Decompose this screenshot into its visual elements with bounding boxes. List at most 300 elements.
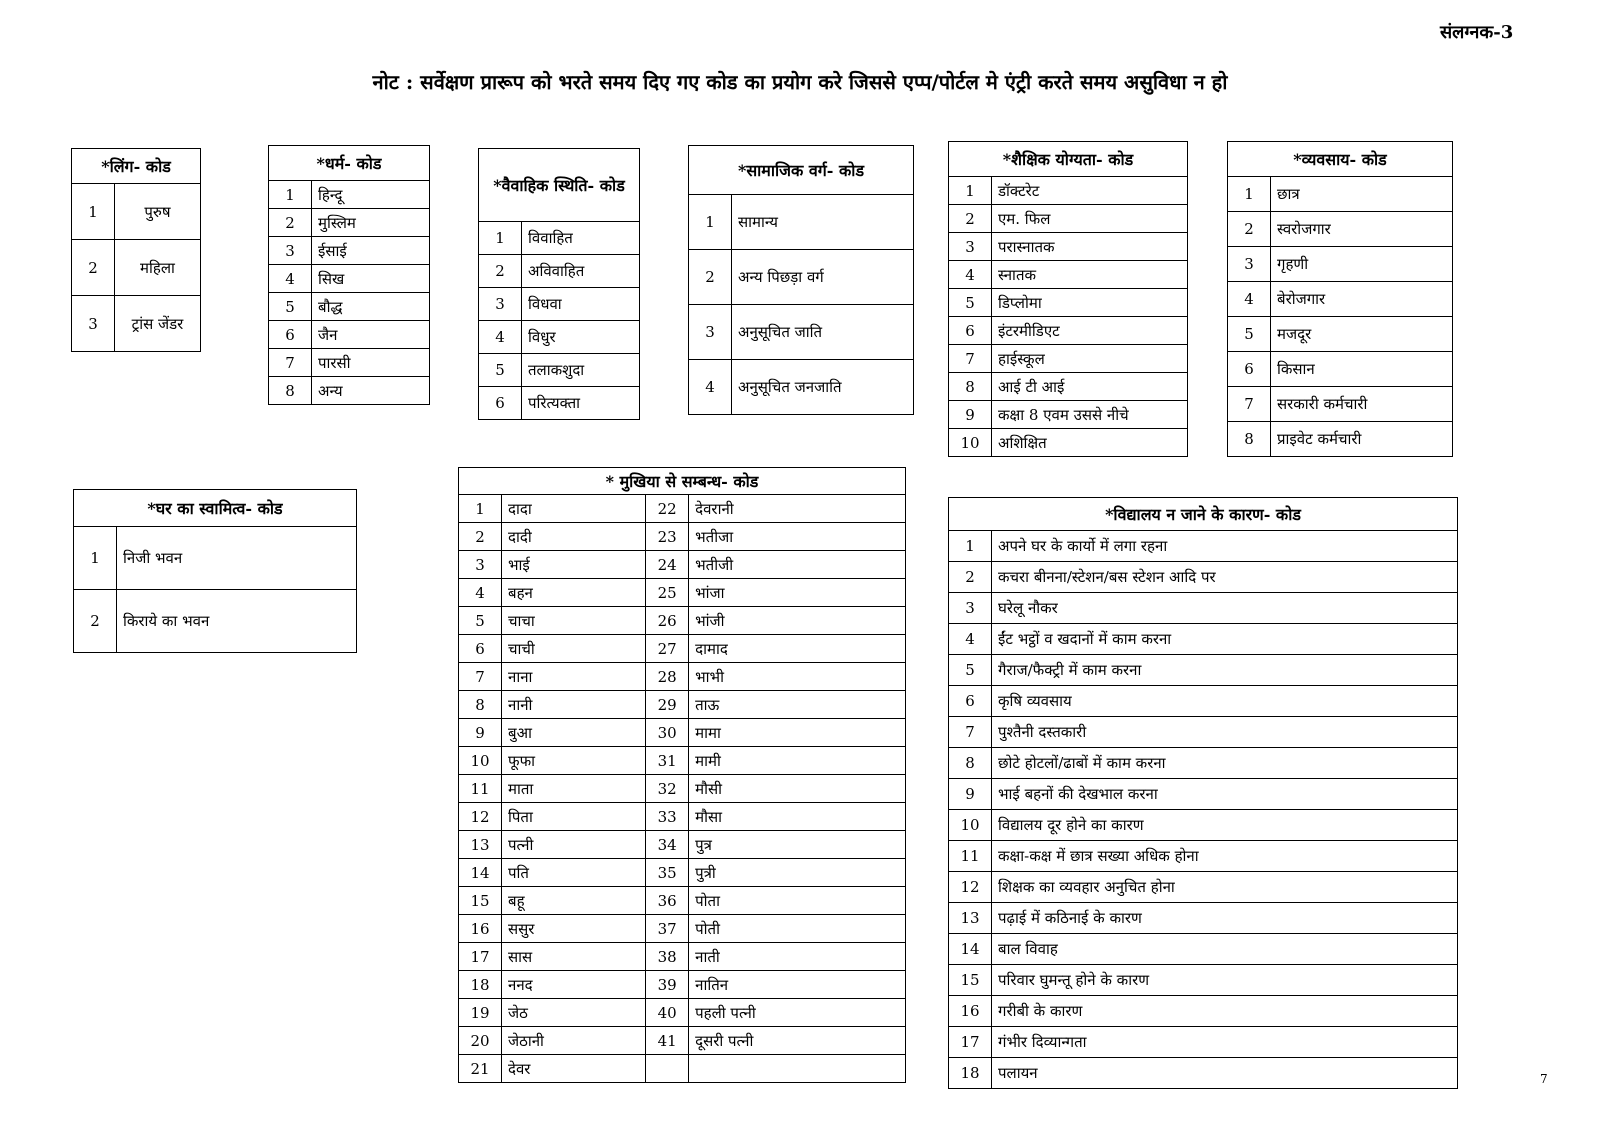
code-cell: 6 [949,686,992,717]
code-cell: 5 [459,607,502,635]
code-cell: 13 [459,831,502,859]
code-cell: 1 [1228,177,1271,212]
label-cell: बाल विवाह [992,934,1458,965]
code-cell: 39 [646,971,689,999]
table-row [479,354,640,387]
code-cell: 15 [949,965,992,996]
table-row [949,233,1188,261]
label-cell: सिख [312,265,430,293]
table-row [459,719,906,747]
code-cell: 17 [459,943,502,971]
label-cell: गृहणी [1271,247,1453,282]
table-row [269,349,430,377]
religion-code-table [268,145,430,405]
code-cell: 11 [459,775,502,803]
code-cell: 17 [949,1027,992,1058]
table-row [949,177,1188,205]
table-row [459,803,906,831]
education-code-table [948,141,1188,457]
table-row [459,579,906,607]
code-cell: 12 [459,803,502,831]
table-title: *धर्म- कोड [269,146,430,181]
label-cell: अविवाहित [522,255,640,288]
code-cell: 1 [949,177,992,205]
label-cell: ताऊ [689,691,906,719]
table-row [949,748,1458,779]
code-cell: 5 [479,354,522,387]
label-cell: कचरा बीनना/स्टेशन/बस स्टेशन आदि पर [992,562,1458,593]
table-row [74,527,357,590]
table-row [949,872,1458,903]
table-title: *सामाजिक वर्ग- कोड [689,146,914,195]
table-row [1228,422,1453,457]
label-cell: कक्षा-कक्ष में छात्र सख्या अधिक होना [992,841,1458,872]
table-row [949,531,1458,562]
label-cell: चाचा [502,607,646,635]
table-row [459,859,906,887]
table-row [459,1055,906,1083]
label-cell: पुत्री [689,859,906,887]
label-cell: पोता [689,887,906,915]
code-cell: 14 [949,934,992,965]
code-cell: 19 [459,999,502,1027]
code-cell: 3 [689,305,732,360]
code-cell: 7 [269,349,312,377]
label-cell: पढ़ाई में कठिनाई के कारण [992,903,1458,934]
label-cell: ईंट भट्ठों व खदानों में काम करना [992,624,1458,655]
label-cell: दादा [502,495,646,523]
label-cell: दामाद [689,635,906,663]
label-cell: बहन [502,579,646,607]
label-cell: विधुर [522,321,640,354]
label-cell: डिप्लोमा [992,289,1188,317]
label-cell: पहली पत्नी [689,999,906,1027]
table-row [949,429,1188,457]
label-cell: बेरोजगार [1271,282,1453,317]
label-cell: छोटे होटलों/ढाबों में काम करना [992,748,1458,779]
table-row [479,387,640,420]
table-title: *लिंग- कोड [72,149,201,184]
table-row [949,345,1188,373]
label-cell: देवर [502,1055,646,1083]
code-cell: 6 [1228,352,1271,387]
label-cell: छात्र [1271,177,1453,212]
label-cell: अशिक्षित [992,429,1188,457]
label-cell: ट्रांस जेंडर [115,296,201,352]
code-cell: 4 [1228,282,1271,317]
label-cell: पारसी [312,349,430,377]
code-cell: 8 [1228,422,1271,457]
code-cell: 25 [646,579,689,607]
table-row [689,360,914,415]
table-row [1228,247,1453,282]
label-cell: परित्यक्ता [522,387,640,420]
label-cell: चाची [502,635,646,663]
label-cell: पति [502,859,646,887]
label-cell: बहू [502,887,646,915]
label-cell: नानी [502,691,646,719]
label-cell: आई टी आई [992,373,1188,401]
code-cell: 7 [949,345,992,373]
label-cell: पत्नी [502,831,646,859]
label-cell: नाती [689,943,906,971]
label-cell: विद्यालय दूर होने का कारण [992,810,1458,841]
table-row [949,996,1458,1027]
label-cell: भाभी [689,663,906,691]
label-cell: एम. फिल [992,205,1188,233]
code-cell: 4 [459,579,502,607]
table-row [949,903,1458,934]
table-row [949,1027,1458,1058]
label-cell: गंभीर दिव्यान्गता [992,1027,1458,1058]
code-cell: 8 [949,748,992,779]
label-cell: कृषि व्यवसाय [992,686,1458,717]
table-title: *व्यवसाय- कोड [1228,142,1453,177]
label-cell: फूफा [502,747,646,775]
label-cell: स्नातक [992,261,1188,289]
label-cell: मामा [689,719,906,747]
code-cell: 4 [269,265,312,293]
table-row [949,593,1458,624]
code-cell: 40 [646,999,689,1027]
table-row [949,686,1458,717]
label-cell: गैराज/फैक्ट्री में काम करना [992,655,1458,686]
label-cell: सामान्य [732,195,914,250]
table-row [1228,212,1453,247]
table-row [1228,387,1453,422]
label-cell: बौद्ध [312,293,430,321]
table-title: *वैवाहिक स्थिति- कोड [479,149,640,222]
table-row [269,377,430,405]
table-row [459,551,906,579]
label-cell: गरीबी के कारण [992,996,1458,1027]
label-cell: ननद [502,971,646,999]
table-title: * मुखिया से सम्बन्ध- कोड [459,468,906,495]
label-cell: महिला [115,240,201,296]
table-row [459,663,906,691]
label-cell: नाना [502,663,646,691]
code-cell: 10 [949,810,992,841]
table-row [949,261,1188,289]
table-row [269,265,430,293]
code-cell: 31 [646,747,689,775]
table-row [479,255,640,288]
table-row [459,691,906,719]
table-row [949,317,1188,345]
label-cell: मौसी [689,775,906,803]
relation-with-head-code-table [458,467,906,1083]
label-cell: कक्षा 8 एवम उससे नीचे [992,401,1188,429]
table-row [459,747,906,775]
table-row [949,655,1458,686]
code-cell: 1 [479,222,522,255]
label-cell: भांजा [689,579,906,607]
code-cell: 9 [949,401,992,429]
label-cell: प्राइवेट कर्मचारी [1271,422,1453,457]
table-row [949,289,1188,317]
occupation-code-table [1227,141,1453,457]
table-row [1228,317,1453,352]
code-cell: 30 [646,719,689,747]
code-cell: 5 [949,289,992,317]
table-row [949,205,1188,233]
school-dropout-reasons-code-table [948,497,1458,1089]
code-cell: 11 [949,841,992,872]
label-cell: परिवार घुमन्तू होने के कारण [992,965,1458,996]
label-cell: दादी [502,523,646,551]
label-cell: मौसा [689,803,906,831]
code-cell: 4 [949,261,992,289]
label-cell: डॉक्टरेट [992,177,1188,205]
label-cell: परास्नातक [992,233,1188,261]
table-row [949,401,1188,429]
label-cell: नातिन [689,971,906,999]
table-row [1228,282,1453,317]
code-cell: 5 [269,293,312,321]
table-title: *शैक्षिक योग्यता- कोड [949,142,1188,177]
table-row [1228,352,1453,387]
label-cell: घरेलू नौकर [992,593,1458,624]
label-cell: पिता [502,803,646,831]
table-row [689,305,914,360]
label-cell: अन्य [312,377,430,405]
label-cell: जैन [312,321,430,349]
label-cell: भतीजा [689,523,906,551]
label-cell: सरकारी कर्मचारी [1271,387,1453,422]
code-cell: 2 [74,590,117,653]
marital-status-code-table [478,148,640,420]
table-row [269,321,430,349]
table-row [459,523,906,551]
table-row [269,181,430,209]
label-cell: भाई [502,551,646,579]
table-row [459,999,906,1027]
label-cell: माता [502,775,646,803]
table-row [479,222,640,255]
table-title: *घर का स्वामित्व- कोड [74,490,357,527]
code-cell: 38 [646,943,689,971]
table-row [459,915,906,943]
code-cell: 33 [646,803,689,831]
table-row [459,1027,906,1055]
code-cell: 1 [269,181,312,209]
table-row [74,590,357,653]
table-row [479,288,640,321]
label-cell: भाई बहनों की देखभाल करना [992,779,1458,810]
table-row [269,209,430,237]
code-cell: 12 [949,872,992,903]
label-cell: बुआ [502,719,646,747]
label-cell: अन्य पिछड़ा वर्ग [732,250,914,305]
code-cell: 41 [646,1027,689,1055]
code-cell: 6 [269,321,312,349]
code-cell: 20 [459,1027,502,1055]
label-cell: भांजी [689,607,906,635]
code-cell: 3 [949,233,992,261]
code-cell: 26 [646,607,689,635]
page-number: 7 [1540,1072,1548,1086]
label-cell: स्वरोजगार [1271,212,1453,247]
label-cell: अनुसूचित जनजाति [732,360,914,415]
code-cell: 3 [1228,247,1271,282]
table-row [1228,177,1453,212]
code-cell: 3 [479,288,522,321]
label-cell: विधवा [522,288,640,321]
label-cell [689,1055,906,1083]
code-cell: 18 [949,1058,992,1089]
label-cell: विवाहित [522,222,640,255]
label-cell: इंटरमीडिएट [992,317,1188,345]
code-cell: 32 [646,775,689,803]
code-cell: 16 [949,996,992,1027]
code-cell: 2 [459,523,502,551]
code-cell: 35 [646,859,689,887]
code-cell: 14 [459,859,502,887]
table-row [949,934,1458,965]
table-row [459,887,906,915]
house-ownership-code-table [73,489,357,653]
table-row [949,841,1458,872]
note-heading: नोट : सर्वेक्षण प्रारूप को भरते समय दिए गए कोड का प्रयोग करे जिससे एप्प/पोर्टल मे एंट्री करते समय असुविधा न हो [372,70,1228,94]
code-cell: 2 [949,205,992,233]
label-cell: मजदूर [1271,317,1453,352]
code-cell: 3 [459,551,502,579]
label-cell: पुत्र [689,831,906,859]
table-row [459,775,906,803]
code-cell: 6 [479,387,522,420]
code-cell: 5 [1228,317,1271,352]
table-row [459,635,906,663]
label-cell: मामी [689,747,906,775]
code-cell: 7 [459,663,502,691]
label-cell: अपने घर के कार्यो में लगा रहना [992,531,1458,562]
label-cell: जेठानी [502,1027,646,1055]
code-cell: 36 [646,887,689,915]
code-cell: 8 [269,377,312,405]
code-cell: 6 [459,635,502,663]
table-row [689,250,914,305]
label-cell: देवरानी [689,495,906,523]
table-row [949,624,1458,655]
table-row [479,321,640,354]
code-cell: 23 [646,523,689,551]
label-cell: किराये का भवन [117,590,357,653]
table-row [459,943,906,971]
code-cell: 13 [949,903,992,934]
social-category-code-table [688,145,914,415]
label-cell: निजी भवन [117,527,357,590]
code-cell: 28 [646,663,689,691]
code-cell: 10 [459,747,502,775]
gender-code-table [71,148,201,352]
code-cell: 4 [689,360,732,415]
label-cell: मुस्लिम [312,209,430,237]
label-cell: ससुर [502,915,646,943]
code-cell: 3 [269,237,312,265]
label-cell: दूसरी पत्नी [689,1027,906,1055]
code-cell: 2 [269,209,312,237]
code-cell: 5 [949,655,992,686]
code-cell: 1 [949,531,992,562]
code-cell: 4 [949,624,992,655]
label-cell: पोती [689,915,906,943]
table-row [459,971,906,999]
code-cell: 18 [459,971,502,999]
code-cell: 22 [646,495,689,523]
label-cell: ईसाई [312,237,430,265]
label-cell: हाईस्कूल [992,345,1188,373]
code-cell: 1 [689,195,732,250]
table-row [949,562,1458,593]
table-row [949,373,1188,401]
code-cell: 6 [949,317,992,345]
table-row [949,965,1458,996]
label-cell: पुरुष [115,184,201,240]
code-cell: 3 [72,296,115,352]
table-row [459,831,906,859]
label-cell: जेठ [502,999,646,1027]
table-row [72,240,201,296]
label-cell: शिक्षक का व्यवहार अनुचित होना [992,872,1458,903]
code-cell: 37 [646,915,689,943]
table-row [459,495,906,523]
label-cell: पुश्तैनी दस्तकारी [992,717,1458,748]
code-cell: 1 [72,184,115,240]
code-cell: 2 [72,240,115,296]
code-cell: 2 [479,255,522,288]
code-cell: 8 [459,691,502,719]
table-row [949,810,1458,841]
code-cell: 15 [459,887,502,915]
table-row [689,195,914,250]
code-cell: 3 [949,593,992,624]
code-cell: 4 [479,321,522,354]
code-cell: 34 [646,831,689,859]
table-row [269,237,430,265]
code-cell: 2 [949,562,992,593]
table-row [269,293,430,321]
code-cell [646,1055,689,1083]
code-cell: 1 [459,495,502,523]
code-cell: 8 [949,373,992,401]
label-cell: भतीजी [689,551,906,579]
code-cell: 21 [459,1055,502,1083]
label-cell: तलाकशुदा [522,354,640,387]
label-cell: किसान [1271,352,1453,387]
code-cell: 29 [646,691,689,719]
table-row [72,296,201,352]
table-row [949,717,1458,748]
table-row [949,779,1458,810]
table-row [72,184,201,240]
code-cell: 7 [949,717,992,748]
table-row [459,607,906,635]
code-cell: 24 [646,551,689,579]
code-cell: 2 [689,250,732,305]
label-cell: पलायन [992,1058,1458,1089]
annex-label: संलग्नक-3 [1440,22,1514,43]
code-cell: 9 [949,779,992,810]
code-cell: 10 [949,429,992,457]
label-cell: अनुसूचित जाति [732,305,914,360]
code-cell: 9 [459,719,502,747]
table-row [949,1058,1458,1089]
code-cell: 2 [1228,212,1271,247]
code-cell: 27 [646,635,689,663]
code-cell: 16 [459,915,502,943]
label-cell: सास [502,943,646,971]
table-title: *विद्यालय न जाने के कारण- कोड [949,498,1458,531]
